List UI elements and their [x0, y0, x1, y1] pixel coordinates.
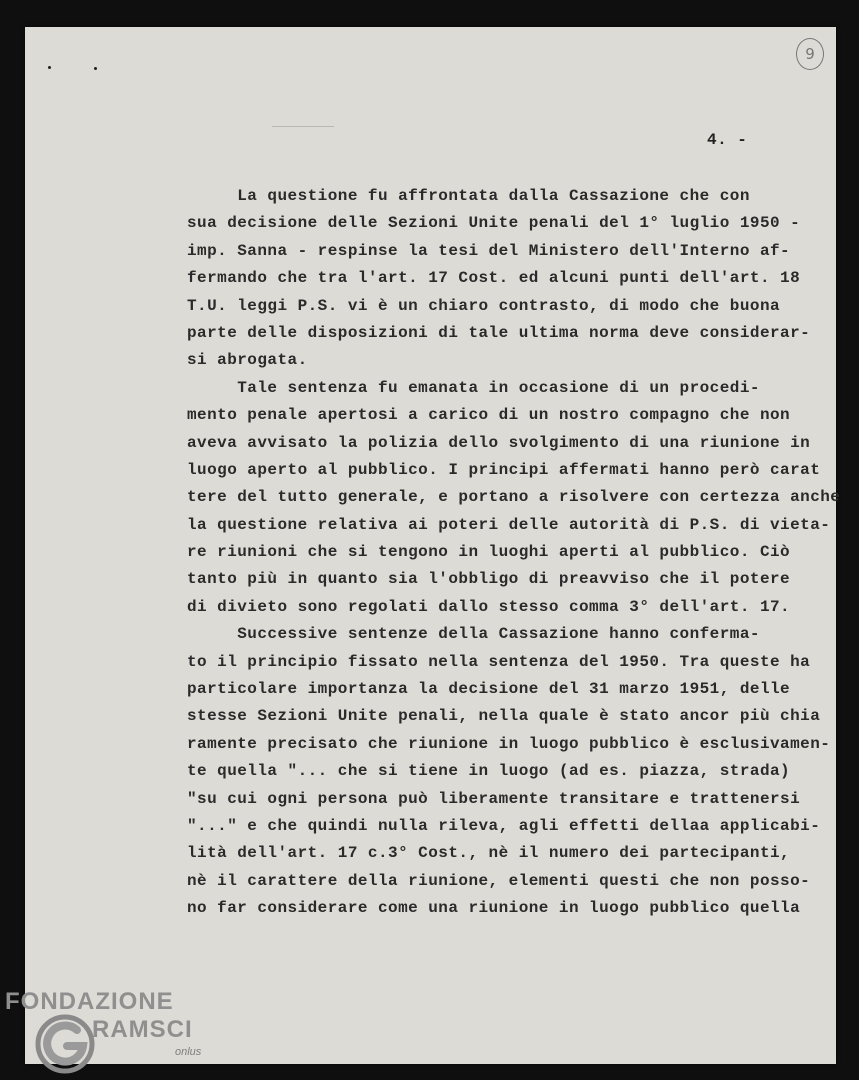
watermark-suffix: onlus	[175, 1046, 202, 1058]
text-line: lità dell'art. 17 c.3° Cost., nè il numero dei partecipanti,	[187, 844, 791, 863]
text-line: "..." e che quindi nulla rileva, agli effetti dellaa applicabi-	[187, 816, 821, 835]
text-line: la questione relativa ai poteri delle autorità di P.S. di vieta-	[187, 515, 831, 534]
text-line: aveva avvisato la polizia dello svolgimento di una riunione in	[187, 433, 811, 452]
watermark-line-1: FONDAZIONE	[5, 988, 174, 1015]
text-line: mento penale apertosi a carico di un nostro compagno che non	[187, 406, 791, 425]
text-line: "su cui ogni persona può liberamente transitare e trattenersi	[187, 789, 801, 808]
text-line: re riunioni che si tengono in luoghi aperti al pubblico. Ciò	[187, 543, 791, 562]
divider	[272, 126, 334, 127]
fondazione-gramsci-watermark	[5, 988, 225, 1078]
text-line: di divieto sono regolati dallo stesso comma 3° dell'art. 17.	[187, 597, 791, 616]
text-line: Tale sentenza fu emanata in occasione di un procedi-	[187, 378, 760, 397]
text-line: sua decisione delle Sezioni Unite penali del 1° luglio 1950 -	[187, 214, 801, 233]
text-line: si abrogata.	[187, 351, 308, 370]
text-line: fermando che tra l'art. 17 Cost. ed alcuni punti dell'art. 18	[187, 269, 801, 288]
text-line: luogo aperto al pubblico. I principi affermati hanno però carat	[187, 460, 821, 479]
page-number: 4. -	[707, 131, 748, 149]
text-line: imp. Sanna - respinse la tesi del Ministero dell'Interno af-	[187, 241, 791, 260]
text-line: tanto più in quanto sia l'obbligo di preavviso che il potere	[187, 570, 791, 589]
text-line: nè il carattere della riunione, elementi questi che non posso-	[187, 871, 811, 890]
text-line: no far considerare come una riunione in luogo pubblico quella	[187, 899, 801, 918]
text-line: Successive sentenze della Cassazione hanno conferma-	[187, 625, 760, 644]
text-line: parte delle disposizioni di tale ultima norma deve considerar-	[187, 323, 811, 342]
typewritten-text	[187, 183, 841, 923]
text-line: te quella "... che si tiene in luogo (ad es. piazza, strada)	[187, 762, 791, 781]
text-line: ramente precisato che riunione in luogo pubblico è esclusivamen-	[187, 734, 831, 753]
text-line: to il principio fissato nella sentenza del 1950. Tra queste ha	[187, 652, 811, 671]
page-corner-mark: 9	[796, 38, 824, 70]
text-line: T.U. leggi P.S. vi è un chiaro contrasto, di modo che buona	[187, 296, 781, 315]
text-line: stesse Sezioni Unite penali, nella quale è stato ancor più chia	[187, 707, 821, 726]
gramsci-logo-icon	[33, 1012, 97, 1076]
text-line: La questione fu affrontata dalla Cassazione che con	[187, 187, 750, 205]
watermark-line-2: RAMSCI	[92, 1016, 193, 1043]
text-line: particolare importanza la decisione del 31 marzo 1951, delle	[187, 680, 791, 699]
text-line: tere del tutto generale, e portano a risolvere con certezza anche	[187, 488, 841, 507]
